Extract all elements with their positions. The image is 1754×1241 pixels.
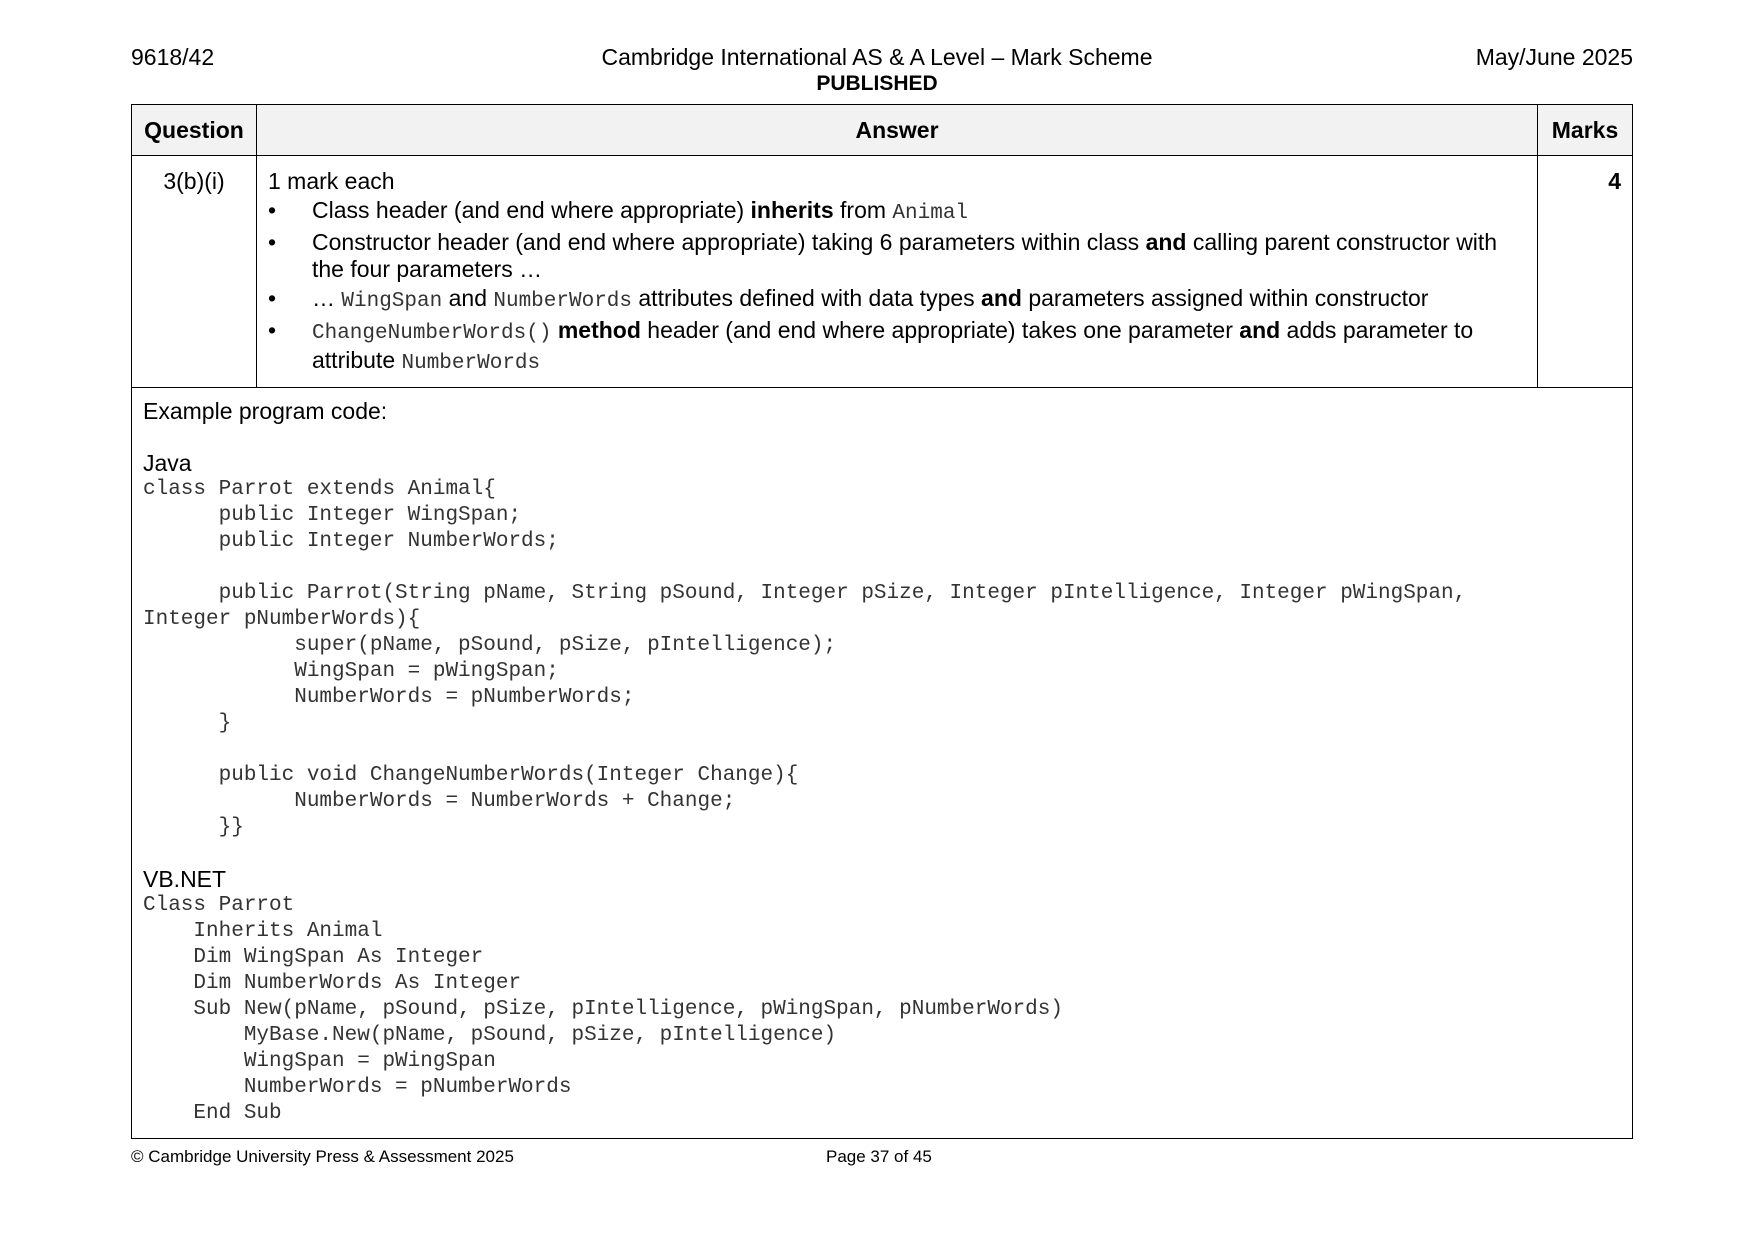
question-number: 3(b)(i) <box>132 156 257 388</box>
java-code-line: public Integer NumberWords; <box>143 530 559 553</box>
vb-code-line: End Sub <box>143 1102 282 1125</box>
java-code-block <box>143 477 1622 841</box>
java-code-line: } <box>143 712 232 735</box>
java-code-line: }} <box>143 816 244 839</box>
java-code-line: class Parrot extends Animal{ <box>143 478 496 501</box>
example-label: Example program code: <box>143 398 388 424</box>
vbnet-label: VB.NET <box>143 866 227 892</box>
mark-point-1: • Class header (and end where appropriate) inherits from Animal <box>268 197 1527 227</box>
java-code-line: Integer pNumberWords){ <box>143 608 421 631</box>
exam-session: May/June 2025 <box>1475 44 1633 70</box>
copyright-notice: © Cambridge University Press & Assessment 2025 <box>131 1147 514 1166</box>
java-label: Java <box>143 450 192 476</box>
paper-code: 9618/42 <box>131 44 215 70</box>
java-code-line <box>143 737 1622 763</box>
mark-point-4: • ChangeNumberWords() method header (and end where appropriate) takes one parameter and adds parameter to attribute NumberWords <box>268 317 1527 377</box>
vb-code-line: Dim NumberWords As Integer <box>143 972 522 995</box>
mark-point-3: • … WingSpan and NumberWords attributes defined with data types and parameters assigned within constructor <box>268 285 1527 315</box>
vb-code-line: NumberWords = pNumberWords <box>143 1076 572 1099</box>
vb-code-line: MyBase.New(pName, pSound, pSize, pIntelligence) <box>143 1024 837 1047</box>
mark-points <box>268 197 1527 377</box>
document-title: Cambridge International AS & A Level – Mark Scheme <box>601 44 1153 70</box>
java-code-line: WingSpan = pWingSpan; <box>143 660 559 683</box>
mark-intro: 1 mark each <box>268 168 395 194</box>
published-label: PUBLISHED <box>816 72 938 95</box>
mark-scheme-table <box>131 104 1633 1139</box>
mark-point-2: • Constructor header (and end where appropriate) taking 6 parameters within class and calling parent constructor with the four parameters … <box>268 229 1527 283</box>
vb-code-line: Dim WingSpan As Integer <box>143 946 484 969</box>
vb-code-line: Sub New(pName, pSound, pSize, pIntelligence, pWingSpan, pNumberWords) <box>143 998 1063 1021</box>
answer-row <box>132 156 1633 388</box>
example-code-row <box>132 388 1633 1139</box>
answer-cell <box>257 156 1538 388</box>
vb-code-line: Class Parrot <box>143 894 295 917</box>
java-code-line: public Parrot(String pName, String pSound, Integer pSize, Integer pIntelligence, Integer pWingSpan, <box>143 582 1467 605</box>
vbnet-code-block <box>143 893 1622 1127</box>
marks-column-header: Marks <box>1538 105 1633 156</box>
table-header-row <box>132 105 1633 156</box>
java-code-line: public Integer WingSpan; <box>143 504 522 527</box>
vb-code-line: Inherits Animal <box>143 920 383 943</box>
example-code-cell <box>132 388 1633 1139</box>
java-code-line: public void ChangeNumberWords(Integer Change){ <box>143 764 799 787</box>
page-number: Page 37 of 45 <box>826 1147 932 1166</box>
vb-code-line: WingSpan = pWingSpan <box>143 1050 496 1073</box>
java-code-line: super(pName, pSound, pSize, pIntelligence); <box>143 634 837 657</box>
marks-value: 4 <box>1538 156 1633 388</box>
java-code-line: NumberWords = NumberWords + Change; <box>143 790 736 813</box>
java-code-line: NumberWords = pNumberWords; <box>143 686 635 709</box>
question-column-header: Question <box>132 105 257 156</box>
answer-column-header: Answer <box>257 105 1538 156</box>
java-code-line <box>143 555 1622 581</box>
